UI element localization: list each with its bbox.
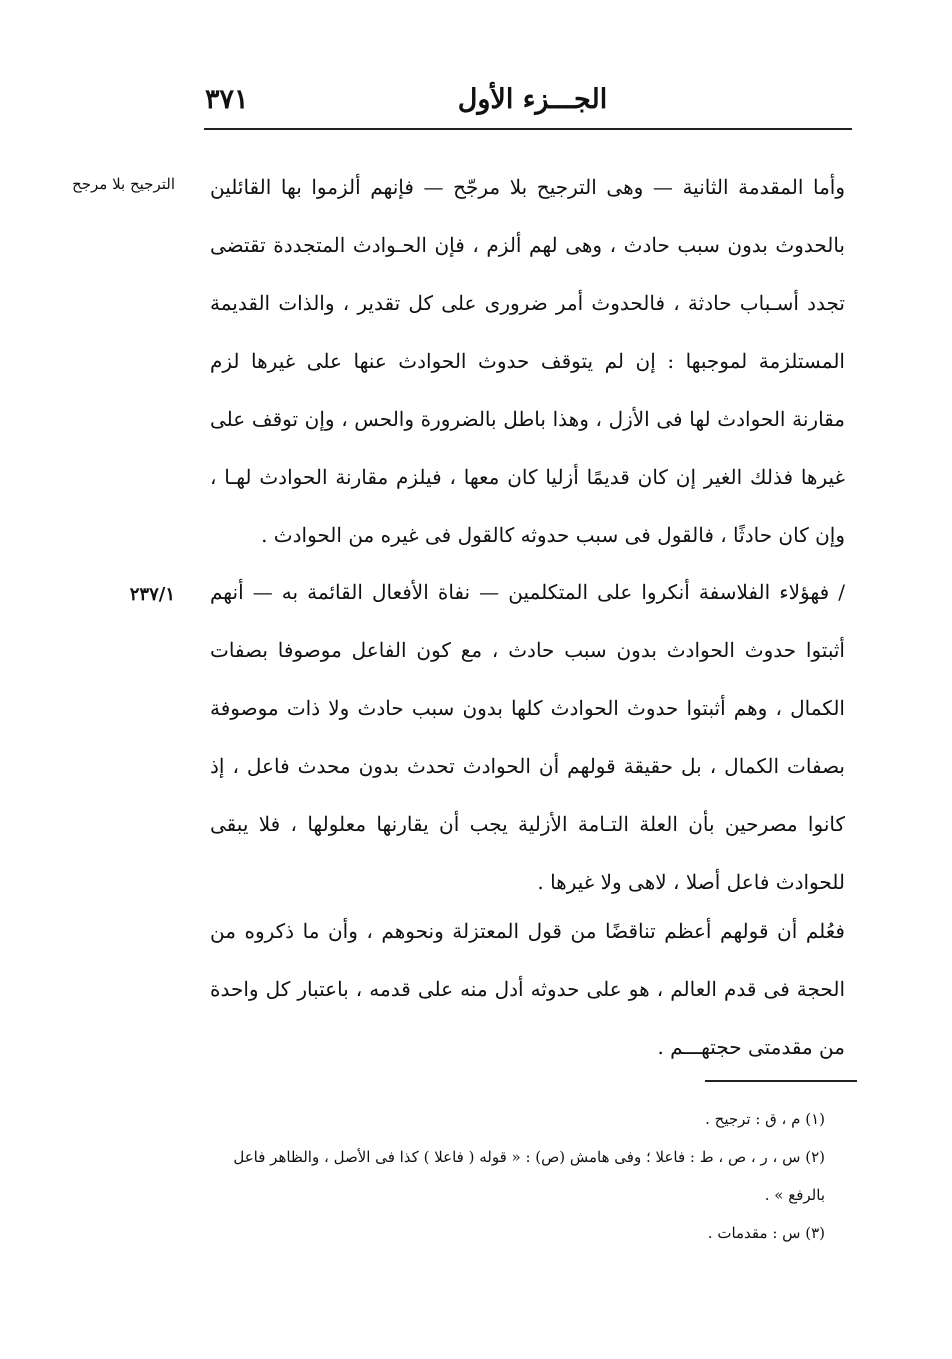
footnotes — [215, 1100, 825, 1252]
paragraph-1: وأما المقدمة الثانية — وهى الترجيح بلا مرجّح — فإنهم ألزموا بها القائلين بالحدوث بدون سبب حادث ، وهى لهم ألزم ، فإن الحـوادث المتجددة تقتضى تجدد أسـباب حادثة ، فالحدوث أمر ضرورى على كل تقدير ، والذات القديمة المستلزمة لموجبها : إن لم يتوقف حدوث الحوادث عنها على غيرها لزم مقارنة الحوادث لها فى الأزل ، وهذا باطل بالضرورة والحس ، وإن توقف على غيرها فذلك الغير إن كان قديمًا أزليا كان معها ، فيلزم مقارنة الحوادث لهـا ، وإن كان حادثًا ، فالقول فى سبب حدوثه كالقول فى غيره من الحوادث . — [210, 175, 845, 547]
paragraph-2: / فهؤلاء الفلاسفة أنكروا على المتكلمين — نفاة الأفعال القائمة به — أنهم أثبتوا حدوث الحوادث بدون سبب حادث ، مع كون الفاعل موصوفا بصفات الكمال ، وهم أثبتوا حدوث الحوادث كلها بدون سبب حادث ولا ذات موصوفة بصفات الكمال ، بل حقيقة قولهم أن الحوادث تحدث بدون محدث فاعل ، إذ كانوا مصرحين بأن العلة التـامة الأزلية يجب أن يقارنها معلولها ، فلا يبقى للحوادث فاعل أصلا ، لاهى ولا غيرها . — [210, 580, 845, 894]
header-rule — [204, 128, 852, 130]
page-number: ٣٧١ — [205, 84, 249, 115]
footnote-2: (٢) س ، ر ، ص ، ط : فاعلا ؛ وفى هامش (ص) : « قوله ( فاعلا ) كذا فى الأصل ، والظاهر فاعل بالرفع » . — [233, 1148, 825, 1204]
paragraph-3: فعُلم أن قولهم أعظم تناقضًا من قول المعتزلة ونحوهم ، وأن ما ذكروه من الحجة فى قدم العالم ، هو على حدوثه أدل منه على قدمه ، باعتبار كل واحدة من مقدمتى حجتهـــم . — [210, 919, 845, 1059]
footnote-rule — [705, 1080, 857, 1082]
footnote-1: (١) م ، ق : ترجيح . — [705, 1110, 825, 1128]
footnote-3: (٣) س : مقدمات . — [707, 1224, 825, 1242]
margin-note-reference: ٢٣٧/١ — [129, 584, 175, 605]
margin-note-topic: الترجيح بلا مرجح — [72, 175, 175, 193]
page-title: الجـــزء الأول — [457, 84, 608, 115]
